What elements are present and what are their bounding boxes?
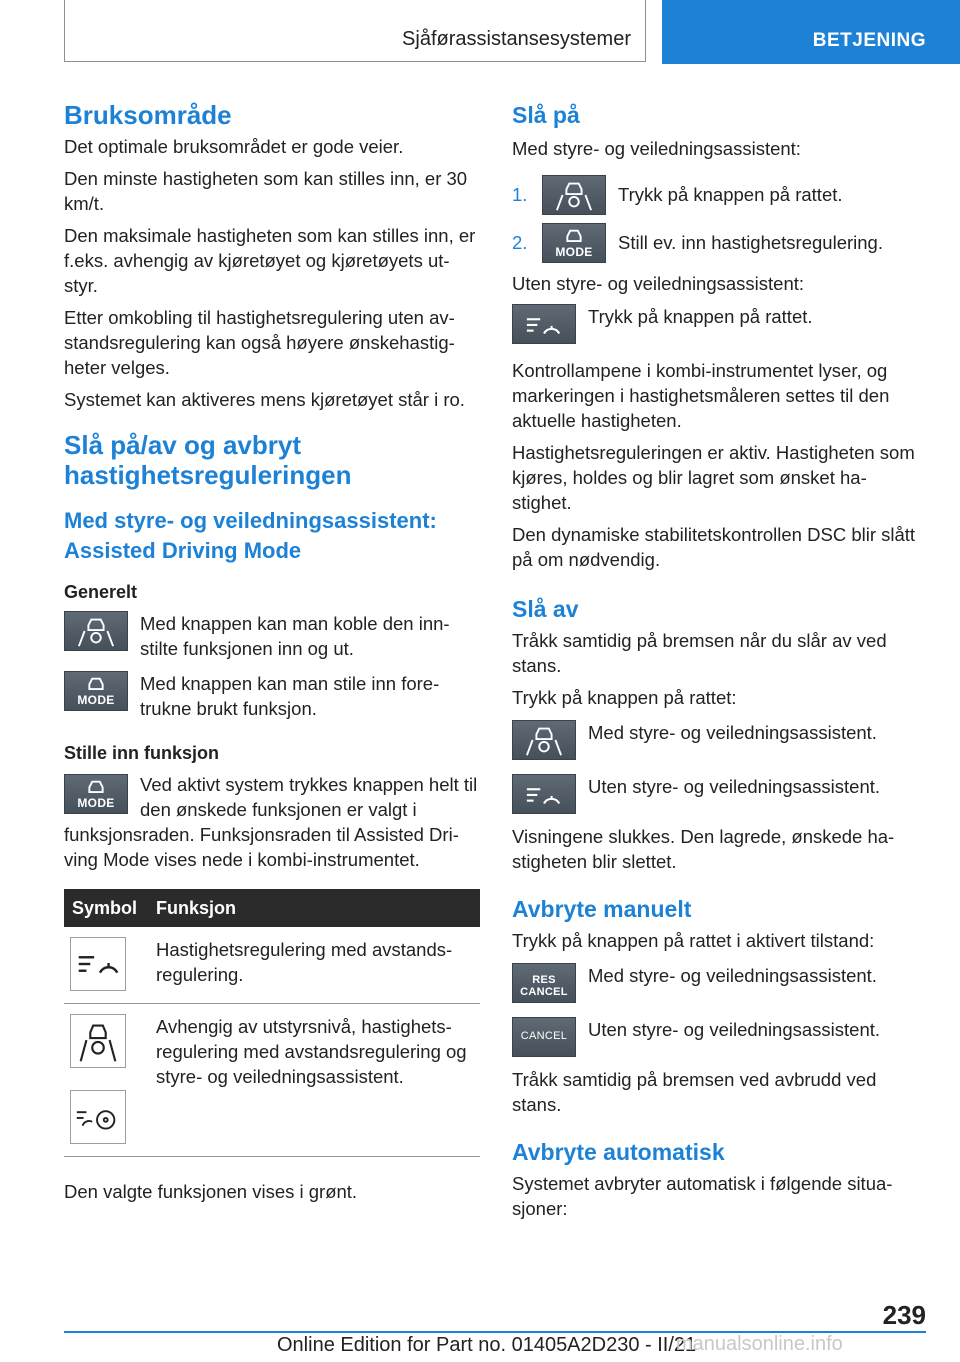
cruise-button-icon <box>512 774 576 814</box>
watermark: manualsonline.info <box>676 1333 843 1355</box>
heading-slaa-av: Slå av <box>512 596 579 622</box>
step-number: 2. <box>512 232 528 253</box>
res-label: RES <box>532 974 556 986</box>
paragraph: Med styre- og veiledningsassistent: <box>512 138 801 159</box>
res-cancel-button-icon <box>512 963 576 1003</box>
right-column <box>512 100 920 1228</box>
uten-text: Trykk på knappen på rattet. <box>588 306 813 327</box>
table-header-symbol: Symbol <box>64 889 148 927</box>
assist-button-icon <box>64 611 128 651</box>
heading-styre-assistent: Med styre- og veiledningsassistent: Assisted Driving Mode <box>64 508 437 563</box>
cancel-label: CANCEL <box>520 1030 568 1042</box>
paragraph: Det optimale bruksområdet er gode veier. <box>64 136 404 157</box>
paragraph: Systemet avbryter automatisk i følgende situa‐sjoner: <box>512 1173 893 1219</box>
step-2 <box>512 223 920 263</box>
mode-label: MODE <box>77 796 115 810</box>
paragraph: Uten styre- og veiledningsassistent: <box>512 273 805 294</box>
table-row <box>64 1004 480 1157</box>
left-column <box>64 100 480 1211</box>
step-1 <box>512 175 920 215</box>
generelt-row-1 <box>64 611 480 661</box>
cancel-button-icon <box>512 1017 576 1057</box>
paragraph: Etter omkobling til hastighetsregulering uten av‐standsregulering kan også høyere ønskehastig‐heter velges. <box>64 307 455 378</box>
step-text: Still ev. inn hastighetsregulering. <box>618 232 883 253</box>
heading-bruksomrade: Bruksområde <box>64 100 232 130</box>
function-table <box>64 889 480 1157</box>
generelt-text-1: Med knappen kan man koble den inn‐stilte funksjonen inn og ut. <box>140 613 450 659</box>
heading-slaa-paa-av: Slå på/av og avbryt hastighetsreguleringen <box>64 430 352 490</box>
paragraph: Den maksimale hastigheten som kan stilles inn, er f.eks. avhengig av kjøretøyet og kjøretøyets ut‐styr. <box>64 225 476 296</box>
man-row-uten <box>512 1017 920 1057</box>
table-header-funksjon: Funksjon <box>148 889 480 927</box>
man-text-med: Med styre- og veiledningsassistent. <box>588 965 877 986</box>
assist-button-icon <box>512 720 576 760</box>
cruise-steering-symbol-icon <box>70 1090 126 1144</box>
table-row <box>64 927 480 1004</box>
paragraph: Tråkk samtidig på bremsen ved avbrudd ved stans. <box>512 1069 877 1115</box>
heading-avbryte-manuelt: Avbryte manuelt <box>512 896 692 922</box>
paragraph: Systemet kan aktiveres mens kjøretøyet står i ro. <box>64 389 465 410</box>
generelt-text-2: Med knappen kan man stile inn fore‐trukne brukt funksjon. <box>140 673 440 719</box>
av-text-med: Med styre- og veiledningsassistent. <box>588 722 877 743</box>
assist-button-icon <box>542 175 606 215</box>
page-number: 239 <box>882 1300 926 1330</box>
mode-button-icon <box>64 774 128 814</box>
chapter-title: BETJENING <box>812 30 926 51</box>
av-row-uten <box>512 774 920 814</box>
chapter-tab <box>662 0 960 64</box>
paragraph: Tråkk samtidig på bremsen når du slår av ved stans. <box>512 630 887 676</box>
step-text: Trykk på knappen på rattet. <box>618 184 843 205</box>
heading-generelt: Generelt <box>64 582 138 602</box>
paragraph: Hastighetsreguleringen er aktiv. Hastigheten som kjøres, holdes og blir lagret som ønsket ha‐stighet. <box>512 442 915 513</box>
man-text-uten: Uten styre- og veiledningsassistent. <box>588 1019 881 1040</box>
paragraph: Den minste hastigheten som kan stilles inn, er 30 km/t. <box>64 168 468 214</box>
av-text-uten: Uten styre- og veiledningsassistent. <box>588 776 881 797</box>
mode-label: MODE <box>555 245 593 259</box>
man-row-med <box>512 963 920 1003</box>
paragraph: Trykk på knappen på rattet i aktivert tilstand: <box>512 930 875 951</box>
stille-inn-text: Ved aktivt system trykkes knappen helt til den ønskede funksjonen er valgt i funksjonsraden. Funksjonsraden til Assisted Dri‐ving Mode vises nede i kombi-instrumentet. <box>64 774 478 870</box>
section-title: Sjåførassistansesystemer <box>402 28 631 50</box>
stille-inn-block <box>64 772 480 879</box>
generelt-row-2 <box>64 671 480 721</box>
heading-slaa-paa: Slå på <box>512 102 580 128</box>
header-section-box <box>64 0 646 62</box>
av-row-med <box>512 720 920 760</box>
heading-stille-inn: Stille inn funksjon <box>64 743 220 763</box>
cancel-label: CANCEL <box>520 986 568 998</box>
paragraph: Visningene slukkes. Den lagrede, ønskede ha‐stigheten blir slettet. <box>512 826 895 872</box>
distance-cruise-symbol-icon <box>70 937 126 991</box>
paragraph-green: Den valgte funksjonen vises i grønt. <box>64 1181 358 1202</box>
mode-button-icon <box>64 671 128 711</box>
paragraph: Trykk på knappen på rattet: <box>512 687 737 708</box>
table-cell-funksjon: Avhengig av utstyrsnivå, hastighets‐regulering med avstandsregulering og styre- og veiledningsassistent. <box>148 1004 480 1157</box>
paragraph: Den dynamiske stabilitetskontrollen DSC blir slått på om nødvendig. <box>512 524 916 570</box>
cruise-button-icon <box>512 304 576 344</box>
paragraph: Kontrollampene i kombi-instrumentet lyser, og markeringen i hastighetsmåleren settes til den aktuelle hastigheten. <box>512 360 890 431</box>
heading-avbryte-automatisk: Avbryte automatisk <box>512 1139 725 1165</box>
mode-label: MODE <box>77 693 115 707</box>
footer-edition: Online Edition for Part no. 01405A2D230 - II/21 <box>277 1334 697 1356</box>
footer-divider <box>864 1331 926 1333</box>
table-cell-funksjon: Hastighetsregulering med avstands‐regulering. <box>148 927 480 1004</box>
steering-assist-symbol-icon <box>70 1014 126 1068</box>
mode-button-icon <box>542 223 606 263</box>
step-number: 1. <box>512 184 528 205</box>
uten-row <box>512 304 920 344</box>
